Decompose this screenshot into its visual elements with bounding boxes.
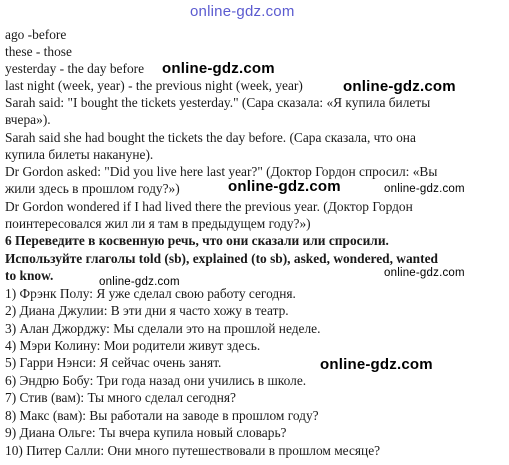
task-instruction: Используйте глаголы told (sb), explained (to sb), asked, wondered, wanted: [5, 251, 438, 266]
text-line: yesterday - the day before: [5, 61, 145, 76]
list-item: 2) Диана Джулии: В эти дни я часто хожу в театр.: [5, 303, 289, 318]
text-line: Dr Gordon asked: "Did you live here last year?" (Доктор Гордон спросил: «Вы: [5, 164, 438, 179]
watermark: online-gdz.com: [343, 78, 456, 95]
watermark: online-gdz.com: [162, 60, 275, 77]
text-line: these - those: [5, 44, 72, 59]
text-line: жили здесь в прошлом году?»): [5, 181, 180, 196]
watermark: online-gdz.com: [320, 356, 433, 373]
list-item: 9) Диана Ольге: Ты вчера купила новый словарь?: [5, 425, 287, 440]
text-line: Sarah said she had bought the tickets the day before. (Сара сказала, что она: [5, 130, 416, 145]
watermark: online-gdz.com: [99, 276, 180, 288]
watermark: online-gdz.com: [384, 267, 465, 279]
text-line: Dr Gordon wondered if I had lived there the previous year. (Доктор Гордон: [5, 199, 413, 214]
text-line: купила билеты накануне).: [5, 147, 154, 162]
watermark-top: online-gdz.com: [190, 3, 295, 20]
list-item: 5) Гарри Нэнси: Я сейчас очень занят.: [5, 355, 222, 370]
text-line: last night (week, year) - the previous night (week, year): [5, 78, 303, 93]
list-item: 6) Эндрю Бобу: Три года назад они учились в школе.: [5, 373, 307, 388]
list-item: 4) Мэри Колину: Мои родители живут здесь.: [5, 338, 261, 353]
watermark: online-gdz.com: [384, 183, 465, 195]
list-item: 3) Алан Джорджу: Мы сделали это на прошлой неделе.: [5, 321, 321, 336]
list-item: 1) Фрэнк Полу: Я уже сделал свою работу сегодня.: [5, 286, 296, 301]
task-heading: 6 Переведите в косвенную речь, что они сказали или спросили.: [5, 233, 389, 248]
list-item: 10) Питер Салли: Они много путешествовали в прошлом месяце?: [5, 443, 381, 458]
text-line: поинтересовался жил ли я там в предыдущем году?»): [5, 216, 311, 231]
watermark: online-gdz.com: [228, 178, 341, 195]
text-line: вчера»).: [5, 112, 51, 127]
task-instruction: to know.: [5, 268, 54, 283]
text-line: Sarah said: "I bought the tickets yesterday." (Сара сказала: «Я купила билеты: [5, 95, 431, 110]
list-item: 8) Макс (вам): Вы работали на заводе в прошлом году?: [5, 408, 319, 423]
text-line: ago -before: [5, 27, 67, 42]
list-item: 7) Стив (вам): Ты много сделал сегодня?: [5, 390, 236, 405]
